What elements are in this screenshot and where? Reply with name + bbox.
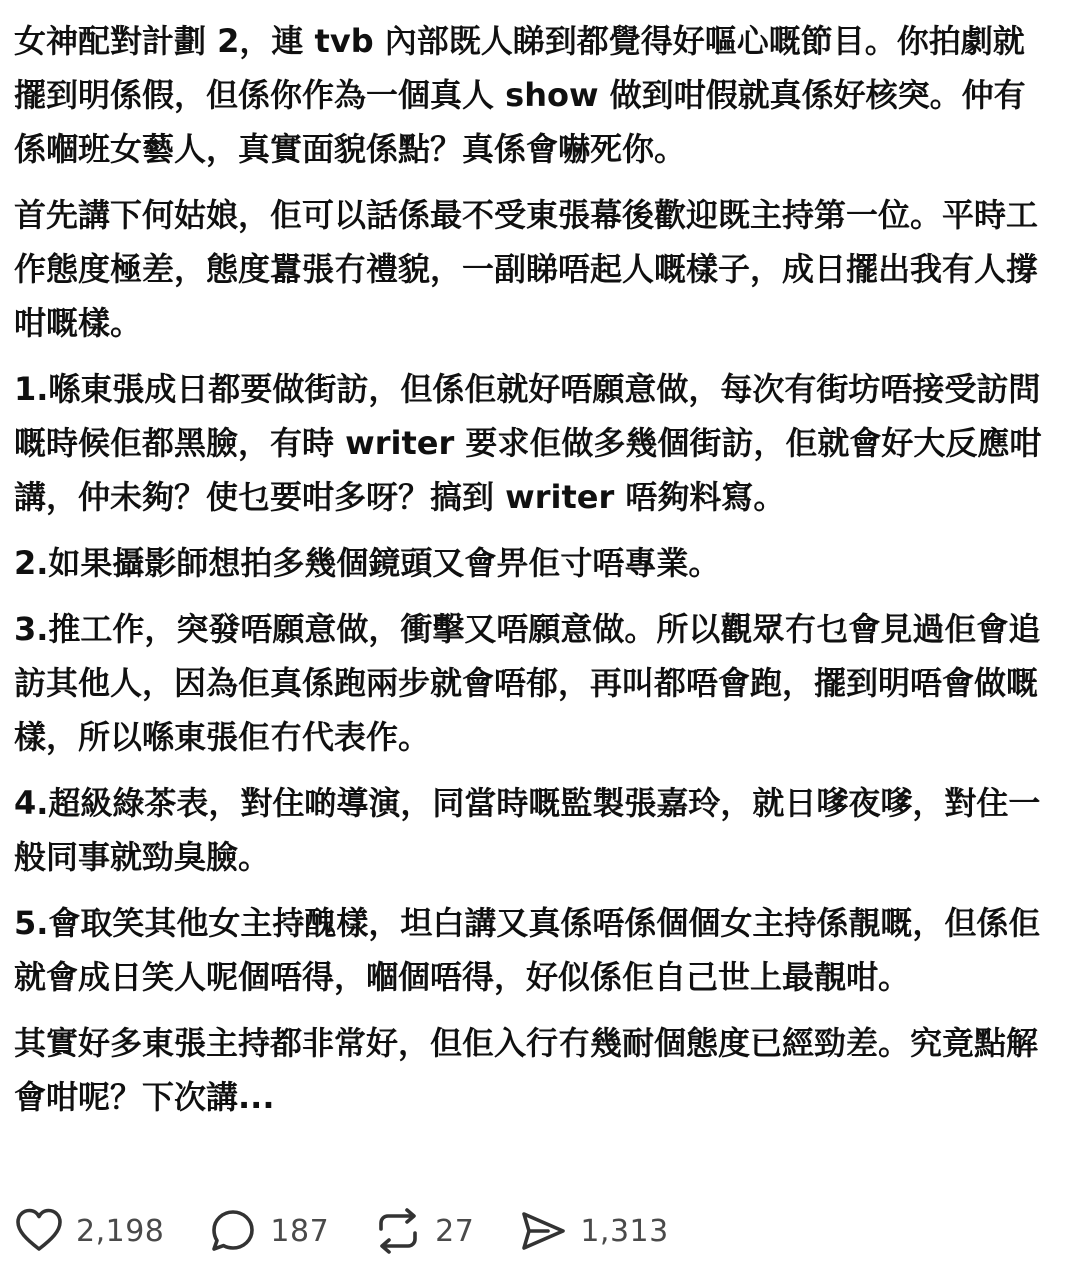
- reply-button[interactable]: [208, 1206, 329, 1256]
- post-action-bar: [14, 1200, 713, 1262]
- send-icon: [518, 1206, 568, 1256]
- comment-bubble-icon: [208, 1206, 258, 1256]
- heart-icon: [14, 1206, 64, 1256]
- post-paragraph-point-4: 4.超級綠茶表，對住啲導演，同當時嘅監製張嘉玲，就日嗲夜嗲，對住一般同事就勁臭臉。: [14, 784, 1041, 876]
- share-button[interactable]: [518, 1206, 668, 1256]
- post-paragraph-point-5: 5.會取笑其他女主持醜樣，坦白講又真係唔係個個女主持係靚嘅，但係佢就會成日笑人呢個唔得，嗰個唔得，好似係佢自己世上最靚咁。: [14, 904, 1041, 996]
- post-paragraph-point-2: 2.如果攝影師想拍多幾個鏡頭又會畀佢寸唔專業。: [14, 544, 721, 582]
- share-count: 1,313: [580, 1213, 669, 1249]
- post-paragraph-subject: 首先講下何姑娘，佢可以話係最不受東張幕後歡迎既主持第一位。平時工作態度極差，態度囂張冇禮貌，一副睇唔起人嘅樣子，成日擺出我有人撐咁嘅樣。: [14, 196, 1039, 342]
- repost-count: 27: [435, 1213, 475, 1249]
- post-paragraph-intro: 女神配對計劃 2，連 tvb 內部既人睇到都覺得好嘔心嘅節目。你拍劇就擺到明係假，但係你作為一個真人 show 做到咁假就真係好核突。仲有係嗰班女藝人，真實面貌係點？真係會嚇死你。: [14, 22, 1026, 168]
- post-body: [14, 14, 1054, 1136]
- like-count: 2,198: [76, 1213, 165, 1249]
- repost-button[interactable]: [373, 1206, 474, 1256]
- post-paragraph-conclusion: 其實好多東張主持都非常好，但佢入行冇幾耐個態度已經勁差。究竟點解會咁呢？下次講...: [14, 1024, 1039, 1116]
- reply-count: 187: [270, 1213, 330, 1249]
- like-button[interactable]: [14, 1206, 164, 1256]
- post-paragraph-point-3: 3.推工作，突發唔願意做，衝擊又唔願意做。所以觀眾冇乜會見過佢會追訪其他人，因為佢真係跑兩步就會唔郁，再叫都唔會跑，擺到明唔會做嘅樣，所以喺東張佢冇代表作。: [14, 610, 1041, 756]
- repost-icon: [373, 1206, 423, 1256]
- post-paragraph-point-1: 1.喺東張成日都要做街訪，但係佢就好唔願意做，每次有街坊唔接受訪問嘅時候佢都黑臉，有時 writer 要求佢做多幾個街訪，佢就會好大反應咁講，仲未夠？使乜要咁多呀？搞到 writer 唔夠料寫。: [14, 370, 1042, 516]
